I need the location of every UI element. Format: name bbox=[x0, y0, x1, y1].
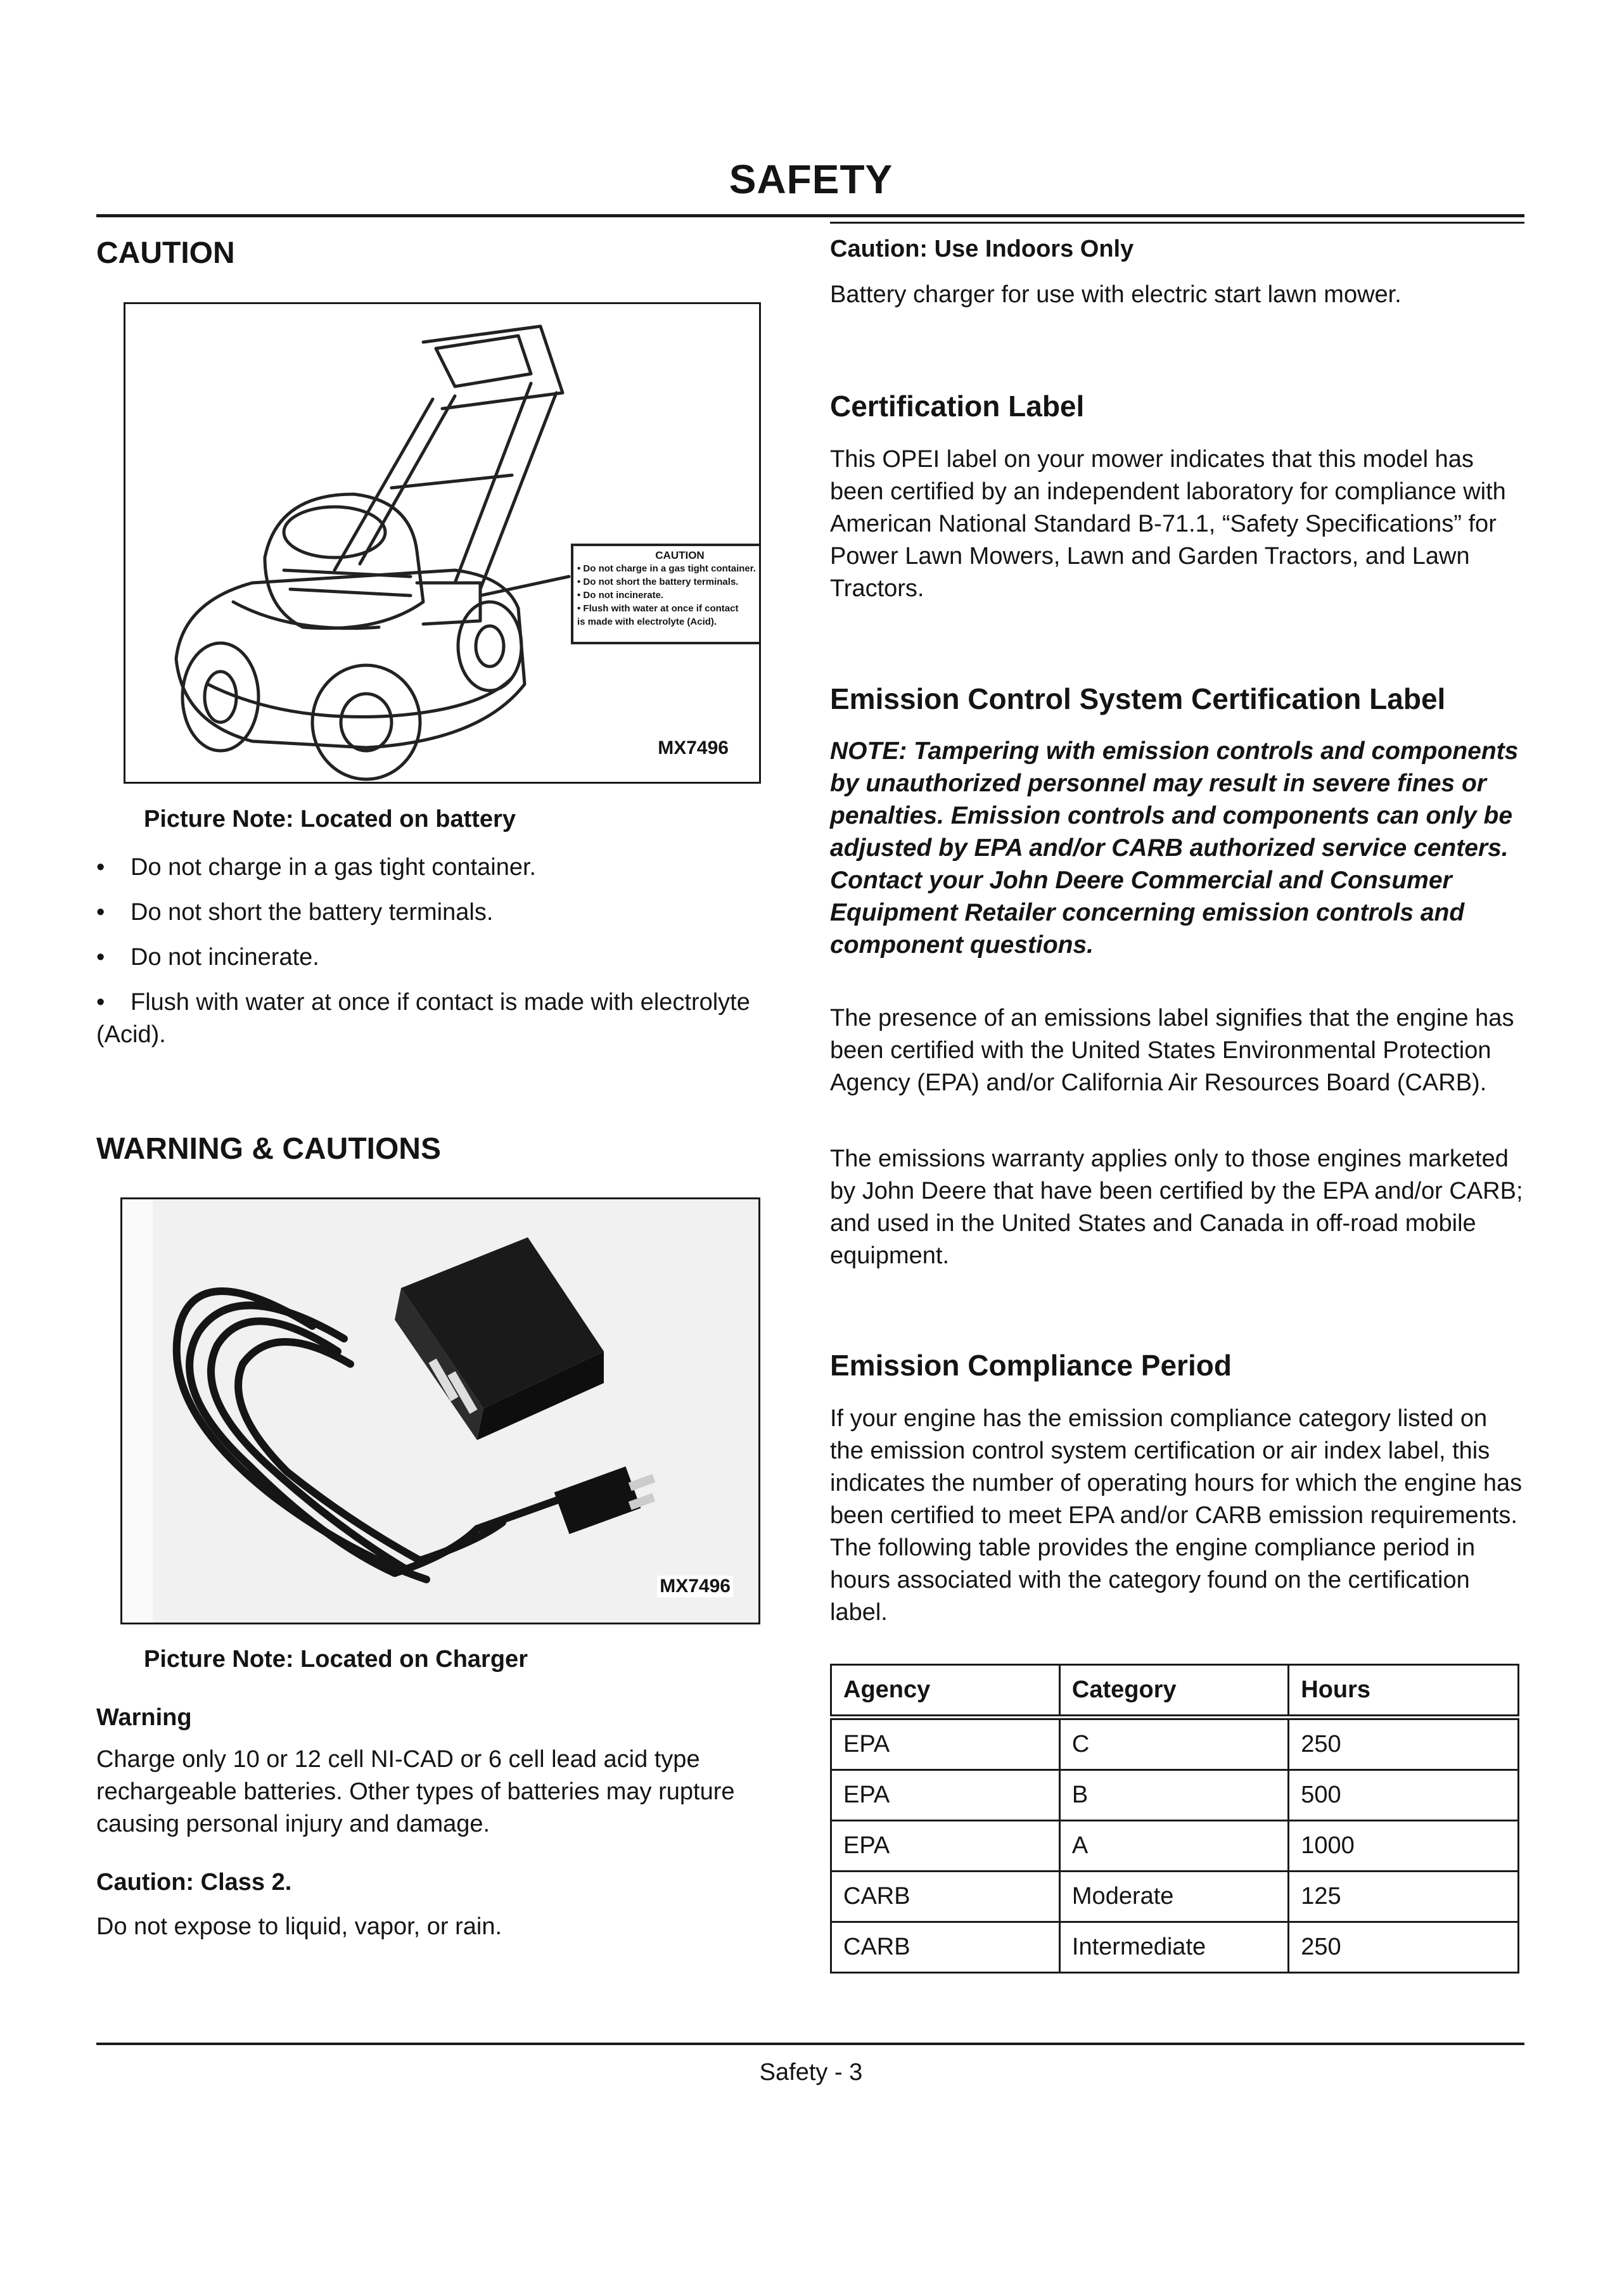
list-item: • Do not incinerate. bbox=[96, 944, 319, 971]
header-rule bbox=[96, 214, 1524, 217]
emission-paragraph: The presence of an emissions label signifies that the engine has been certified with the United States Environmental Protection Agency (EPA) and/or California Air Resources Board (CARB). bbox=[830, 1005, 1514, 1096]
list-item: • Do not charge in a gas tight container. bbox=[96, 854, 537, 881]
figure-charger bbox=[120, 1197, 760, 1624]
table-cell: B bbox=[1059, 1770, 1288, 1821]
table-cell: 500 bbox=[1289, 1770, 1519, 1821]
table-row bbox=[831, 1770, 1519, 1821]
table-header-cell: Agency bbox=[831, 1665, 1060, 1718]
warning-subheading: Warning bbox=[96, 1704, 192, 1731]
caution-label-line: • Do not incinerate. bbox=[577, 590, 664, 601]
table-row bbox=[831, 1718, 1519, 1770]
table-cell: EPA bbox=[831, 1821, 1060, 1872]
table-cell: 250 bbox=[1289, 1922, 1519, 1973]
header-rule-secondary bbox=[830, 222, 1524, 224]
table-cell: 125 bbox=[1289, 1872, 1519, 1922]
warning-cautions-heading: WARNING & CAUTIONS bbox=[96, 1132, 441, 1166]
table-cell: 250 bbox=[1289, 1718, 1519, 1770]
page-title: SAFETY bbox=[729, 156, 893, 202]
indoors-text: Battery charger for use with electric start lawn mower. bbox=[830, 281, 1402, 308]
table-row bbox=[831, 1922, 1519, 1973]
figure-code: MX7496 bbox=[658, 737, 729, 758]
table-cell: A bbox=[1059, 1821, 1288, 1872]
bullet-list bbox=[96, 851, 768, 1051]
table-cell: EPA bbox=[831, 1770, 1060, 1821]
page-footer: Safety - 3 bbox=[759, 2059, 863, 2086]
table-header-row bbox=[831, 1665, 1519, 1718]
table-cell: CARB bbox=[831, 1872, 1060, 1922]
caution-label-title: CAUTION bbox=[655, 549, 705, 561]
emission-note: NOTE: Tampering with emission controls and components by unauthorized personnel may result in severe fines or penalties. Emission controls and components can only be adjusted by EPA and/or CARB authorized service centers. Contact your John Deere Commercial and Consumer Equipment Retailer concerning emission controls and component questions. bbox=[830, 737, 1519, 959]
certification-text: This OPEI label on your mower indicates that this model has been certified by an independent laboratory for compliance with American National Standard B-71.1, “Safety Specifications” for Power Lawn Mowers, Lawn and Garden Tractors, and Lawn Tractors. bbox=[830, 446, 1506, 602]
compliance-table bbox=[830, 1664, 1519, 1974]
figure-mower bbox=[124, 302, 761, 784]
caution-label-line: is made with electrolyte (Acid). bbox=[577, 616, 717, 627]
table-header-cell: Category bbox=[1059, 1665, 1288, 1718]
caution-label-line: • Flush with water at once if contact bbox=[577, 603, 739, 614]
table-header-cell: Hours bbox=[1289, 1665, 1519, 1718]
caution-heading: CAUTION bbox=[96, 236, 235, 270]
figure-code: MX7496 bbox=[657, 1576, 733, 1597]
warning-text: Charge only 10 or 12 cell NI-CAD or 6 cell lead acid type rechargeable batteries. Other types of batteries may rupture causing personal injury and damage. bbox=[96, 1746, 735, 1837]
compliance-period-heading: Emission Compliance Period bbox=[830, 1349, 1232, 1382]
caution-label-line: • Do not charge in a gas tight container. bbox=[577, 563, 756, 574]
picture-note: Picture Note: Located on Charger bbox=[144, 1646, 528, 1673]
list-item: • Flush with water at once if contact is made with electrolyte (Acid). bbox=[96, 989, 750, 1048]
lawn-mower-illustration bbox=[125, 304, 759, 782]
table-row bbox=[831, 1872, 1519, 1922]
emission-paragraph: The emissions warranty applies only to those engines marketed by John Deere that have been certified by the EPA and/or CARB; and used in the United States and Canada in off-road mobile equipment. bbox=[830, 1145, 1523, 1269]
table-cell: EPA bbox=[831, 1718, 1060, 1770]
table-cell: Intermediate bbox=[1059, 1922, 1288, 1973]
table-cell: CARB bbox=[831, 1922, 1060, 1973]
class2-subheading: Caution: Class 2. bbox=[96, 1869, 292, 1896]
certification-heading: Certification Label bbox=[830, 390, 1085, 423]
caution-label-line: • Do not short the battery terminals. bbox=[577, 577, 739, 587]
footer-rule bbox=[96, 2043, 1524, 2045]
caution-label-sticker bbox=[572, 545, 788, 643]
battery-charger-photo bbox=[122, 1199, 758, 1623]
emission-heading: Emission Control System Certification Label bbox=[830, 682, 1446, 715]
list-item: • Do not short the battery terminals. bbox=[96, 899, 494, 926]
table-cell: Moderate bbox=[1059, 1872, 1288, 1922]
table-row bbox=[831, 1821, 1519, 1872]
table-cell: C bbox=[1059, 1718, 1288, 1770]
table-cell: 1000 bbox=[1289, 1821, 1519, 1872]
picture-note: Picture Note: Located on battery bbox=[144, 806, 516, 832]
class2-text: Do not expose to liquid, vapor, or rain. bbox=[96, 1913, 502, 1940]
indoors-subheading: Caution: Use Indoors Only bbox=[830, 236, 1134, 262]
compliance-period-text: If your engine has the emission compliance category listed on the emission control system certification or air index label, this indicates the number of operating hours for which the engine has been certified to meet EPA and/or CARB emission requirements. The following table provides the engine compliance period in hours associated with the category found on the certification label. bbox=[830, 1405, 1523, 1626]
